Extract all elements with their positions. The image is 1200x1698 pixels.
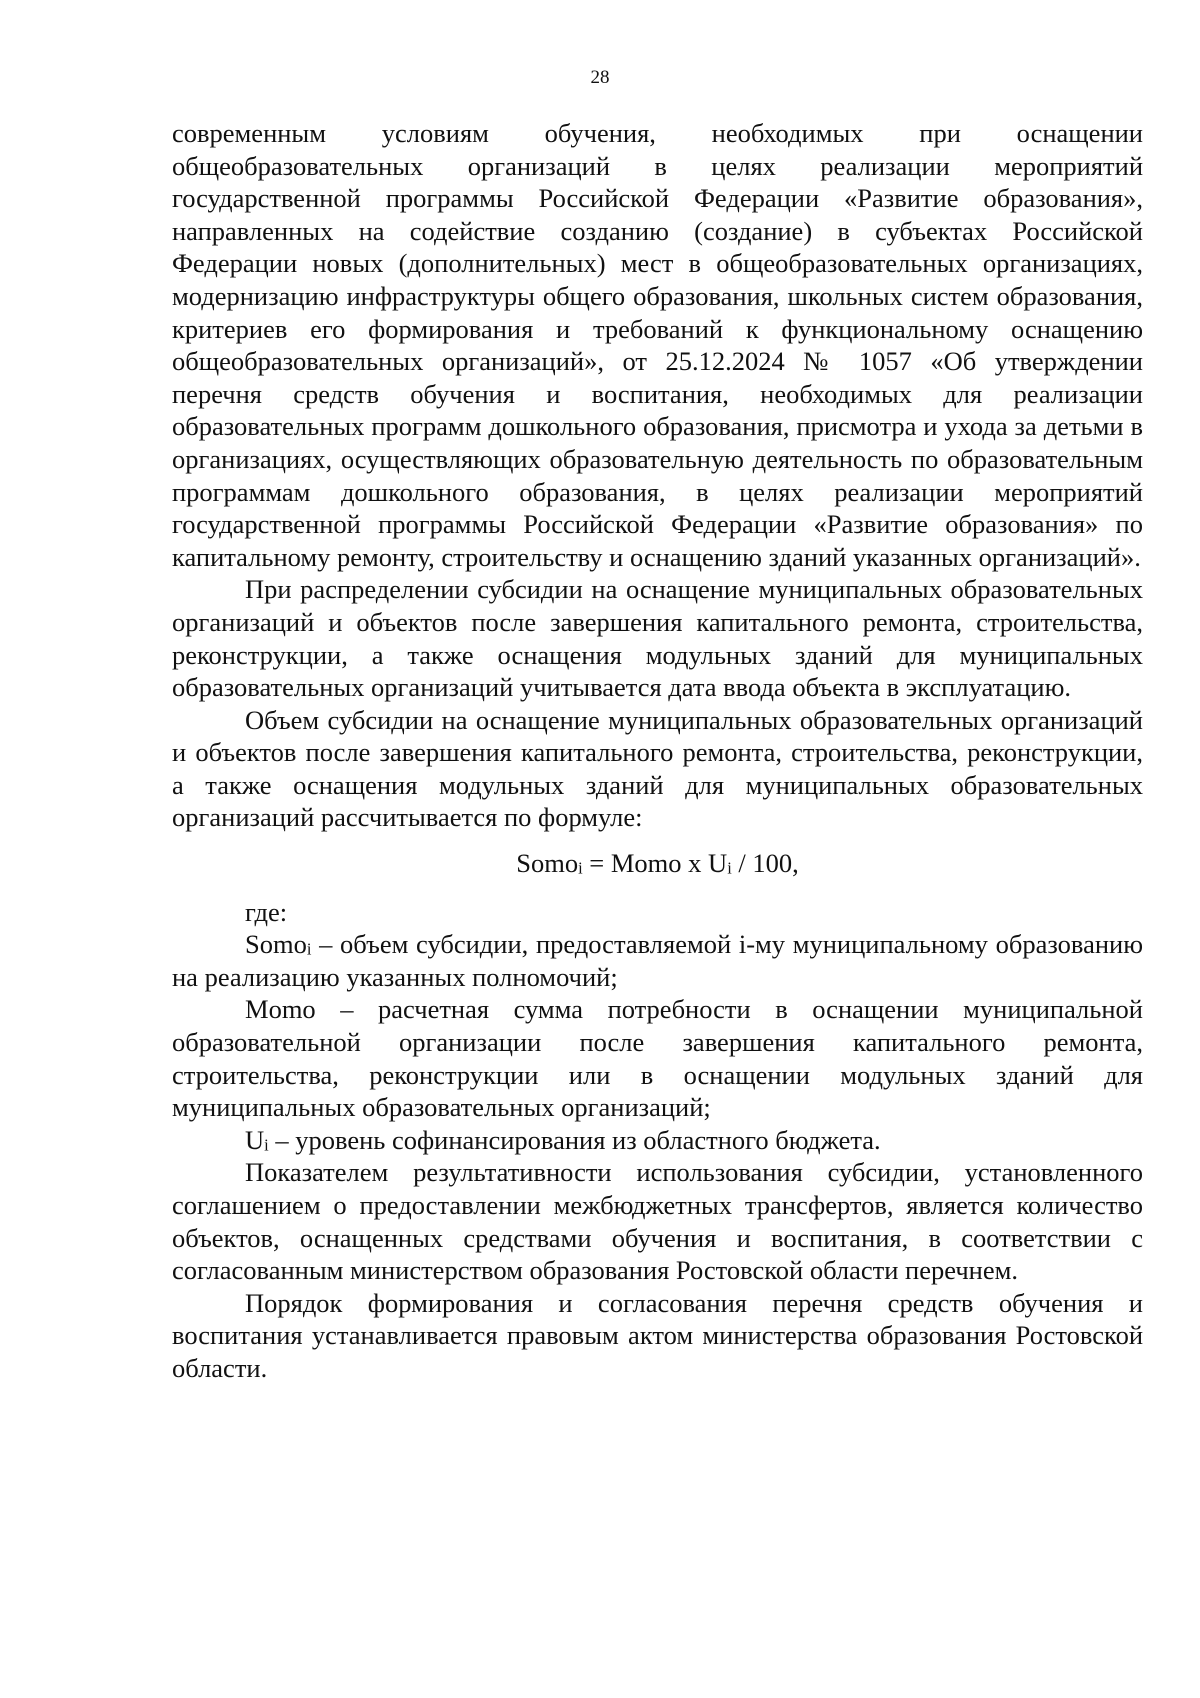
formula-middle-subscript: i: [727, 858, 732, 878]
document-body: [172, 117, 1143, 1385]
where-label: где:: [245, 896, 288, 927]
formula-lhs: Somo: [516, 848, 579, 879]
paragraph-subsidy-volume: Объем субсидии на оснащение муниципальных образовательных организаций и объектов после завершения капитального ремонта, строительства, реконструкции, а также оснащения модульных зданий для муниципальных образовательных организаций рассчитывается по формуле:: [172, 704, 1143, 833]
paragraph-procedure: Порядок формирования и согласования перечня средств обучения и воспитания устанавливается правовым актом министерства образования Ростовской области.: [172, 1287, 1143, 1383]
definition-somo-text: – объем субсидии, предоставляемой i-му муниципальному образованию на реализацию указанных полномочий;: [172, 929, 1143, 992]
paragraph-continuation: современным условиям обучения, необходимых при оснащении общеобразовательных организаций в целях реализации мероприятий государственной программы Российской Федерации «Развитие образования», направленных на содействие созданию (создание) в субъектах Российской Федерации новых (дополнительных) мест в общеобразовательных организациях, модернизацию инфраструктуры общего образования, школьных систем образования, критериев его формирования и требований к функциональному оснащению общеобразовательных организаций», от 25.12.2024 № 1057 «Об утверждении перечня средств обучения и воспитания, необходимых для реализации образовательных программ дошкольного образования, присмотра и ухода за детьми в организациях, осуществляющих образовательную деятельность по образовательным программам дошкольного образования, в целях реализации мероприятий государственной программы Российской Федерации «Развитие образования» по капитальному ремонту, строительству и оснащению зданий указанных организаций».: [172, 118, 1143, 572]
formula-tail: / 100,: [731, 848, 799, 879]
definition-u-subscript: i: [264, 1135, 269, 1155]
formula-middle: = Momo x U: [582, 848, 728, 879]
subsidy-formula: [172, 847, 1143, 880]
definition-u: [172, 1124, 1143, 1157]
definition-u-term: U: [245, 1124, 265, 1155]
paragraph-distribution: При распределении субсидии на оснащение муниципальных образовательных организаций и объектов после завершения капитального ремонта, строительства, реконструкции, а также оснащения модульных зданий для муниципальных образовательных организаций учитывается дата ввода объекта в эксплуатацию.: [172, 574, 1143, 703]
definition-somo: [172, 928, 1143, 993]
definition-momo: Momo – расчетная сумма потребности в оснащении муниципальной образовательной организации после завершения капитального ремонта, строительства, реконструкции или в оснащении модульных зданий для муниципальных образовательных организаций;: [172, 994, 1143, 1123]
definition-somo-subscript: i: [306, 939, 312, 959]
paragraph-performance-indicator: Показателем результативности использования субсидии, установленного соглашением о предоставлении межбюджетных трансфертов, является количество объектов, оснащенных средствами обучения и воспитания, в соответствии с согласованным министерством образования Ростовской области перечнем.: [172, 1157, 1143, 1286]
page-number: 28: [590, 67, 610, 88]
definition-u-text: – уровень софинансирования из областного бюджета.: [268, 1124, 881, 1155]
definition-somo-term: Somo: [245, 929, 307, 960]
formula-lhs-subscript: i: [578, 858, 583, 878]
